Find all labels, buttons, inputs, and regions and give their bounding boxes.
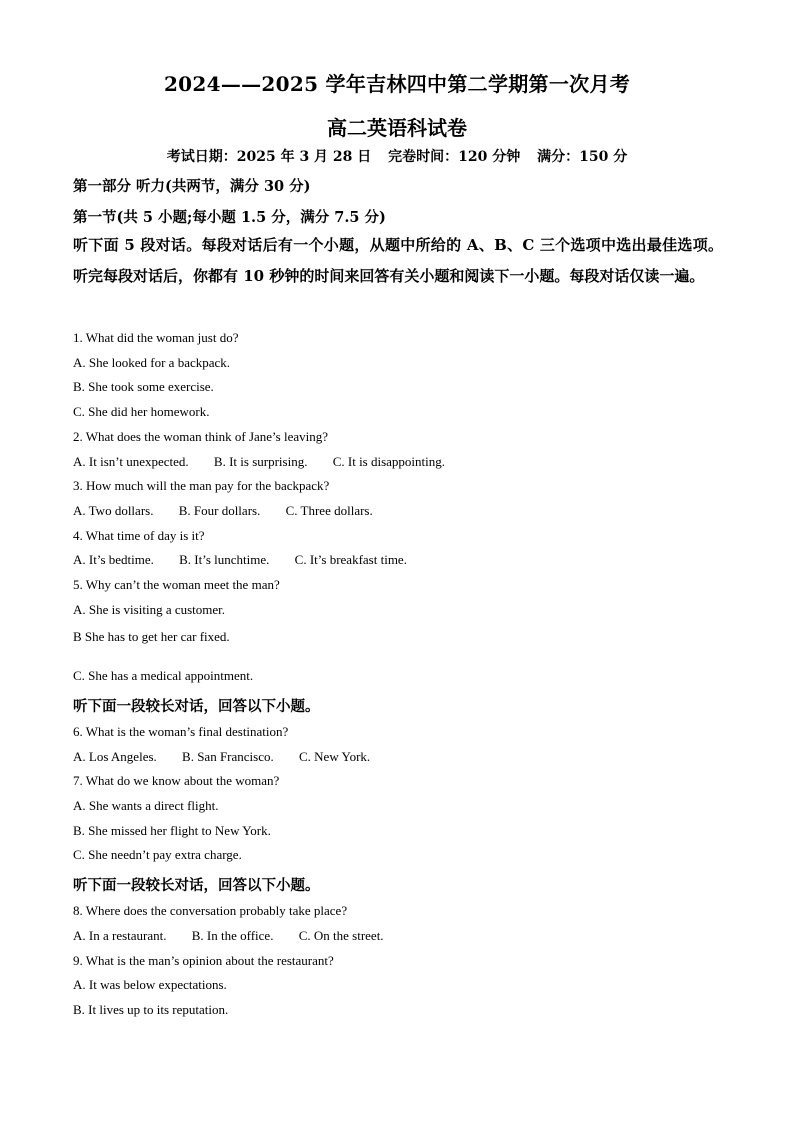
q2-option-a: A. It isn’t unexpected. (73, 454, 189, 469)
exam-subtitle: 高二英语科试卷 (327, 116, 467, 140)
q2-options (73, 454, 467, 470)
q6-option-c: C. New York. (299, 749, 371, 764)
q1-option-b: B. She took some exercise. (73, 379, 214, 394)
exam-duration: 完卷时间：120 分钟 (388, 149, 521, 165)
q3-option-b: B. Four dollars. (178, 503, 261, 518)
section-heading: 第一节(共 5 小题;每小题 1.5 分，满分 7.5 分) (73, 209, 386, 226)
part-heading: 第一部分 听力(共两节，满分 30 分) (73, 178, 311, 195)
q8-option-c: C. On the street. (298, 928, 384, 943)
question-6: 6. What is the woman’s final destination? (73, 724, 289, 739)
question-1: 1. What did the woman just do? (73, 330, 239, 345)
q2-option-c: C. It is disappointing. (332, 454, 446, 469)
exam-date: 考试日期：2025 年 3 月 28 日 (166, 149, 372, 165)
exam-info (0, 146, 794, 166)
q4-options (73, 552, 429, 568)
q7-option-c: C. She needn’t pay extra charge. (73, 847, 242, 862)
q1-option-c: C. She did her homework. (73, 404, 210, 419)
q1-option-a: A. She looked for a backpack. (73, 355, 231, 370)
long-dialogue-heading-2: 听下面一段较长对话，回答以下小题。 (73, 877, 320, 894)
q3-options (73, 503, 395, 519)
q2-option-b: B. It is surprising. (213, 454, 308, 469)
q3-option-a: A. Two dollars. (73, 503, 154, 518)
q3-option-c: C. Three dollars. (285, 503, 373, 518)
q5-option-b: B She has to get her car fixed. (73, 629, 230, 644)
q7-option-b: B. She missed her flight to New York. (73, 823, 271, 838)
q4-option-c: C. It’s breakfast time. (294, 552, 407, 567)
question-4: 4. What time of day is it? (73, 528, 205, 543)
exam-title: 2024——2025 学年吉林四中第二学期第一次月考 (163, 72, 631, 96)
q5-option-c: C. She has a medical appointment. (73, 668, 254, 683)
listening-instructions: 听下面 5 段对话。每段对话后有一个小题，从题中所给的 A、B、C 三个选项中选出最佳选项。听完每段对话后，你都有 10 秒钟的时间来回答有关小题和阅读下一小题。每段对话仅读一遍。 (73, 236, 723, 285)
q8-option-a: A. In a restaurant. (73, 928, 167, 943)
question-9: 9. What is the man’s opinion about the restaurant? (73, 953, 334, 968)
q9-option-b: B. It lives up to its reputation. (73, 1002, 229, 1017)
q4-option-b: B. It’s lunchtime. (179, 552, 270, 567)
q9-option-a: A. It was below expectations. (73, 977, 227, 992)
q6-option-b: B. San Francisco. (182, 749, 274, 764)
question-2: 2. What does the woman think of Jane’s leaving? (73, 429, 329, 444)
q8-options (73, 928, 406, 944)
question-7: 7. What do we know about the woman? (73, 773, 280, 788)
question-5: 5. Why can’t the woman meet the man? (73, 577, 280, 592)
q8-option-b: B. In the office. (191, 928, 274, 943)
q6-option-a: A. Los Angeles. (73, 749, 157, 764)
q7-option-a: A. She wants a direct flight. (73, 798, 219, 813)
question-8: 8. Where does the conversation probably take place? (73, 903, 348, 918)
q4-option-a: A. It’s bedtime. (73, 552, 154, 567)
q5-option-a: A. She is visiting a customer. (73, 602, 226, 617)
q6-options (73, 749, 392, 765)
question-3: 3. How much will the man pay for the backpack? (73, 478, 330, 493)
exam-full-score: 满分：150 分 (537, 149, 628, 165)
long-dialogue-heading-1: 听下面一段较长对话，回答以下小题。 (73, 698, 320, 715)
